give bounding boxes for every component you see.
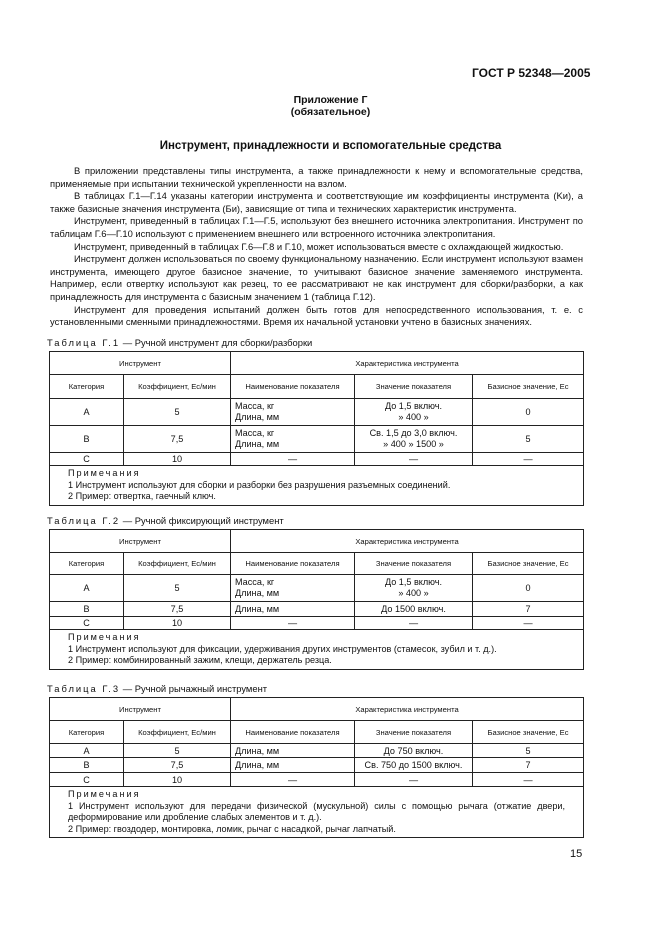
paragraph: Инструмент для проведения испытаний должен быть готов для непосредственного использования, т. е. с установленными сменными принадлежностями. Время их начальной установки учтено в базисных значениях.: [50, 303, 583, 328]
header-characteristic: Характеристика инструмента: [231, 698, 584, 721]
table-caption: Таблица Г.3 — Ручной рычажный инструмент: [47, 683, 268, 694]
table-row: В 7,5 Масса, кг Длина, мм Св. 1,5 до 3,0 включ. » 400 » 1500 » 5: [50, 426, 584, 453]
table-row: С 10 — — —: [50, 617, 584, 630]
header-characteristic: Характеристика инструмента: [231, 352, 584, 375]
header-category: Категория: [50, 375, 124, 399]
paragraph: В приложении представлены типы инструмента, а также принадлежности к нему и вспомогательные средства, применяемые при испытании технической укрепленности на взлом.: [50, 165, 583, 189]
table-notes: Примечания 1 Инструмент используют для фиксации, удерживания других инструментов (стамесок, зубил и т. д.). 2 Пример: комбинированный зажим, клещи, держатель резца.: [50, 630, 584, 670]
table-row: С 10 — — —: [50, 453, 584, 466]
paragraph: Инструмент должен использоваться по своему функциональному назначению. Если инструмент используют взамен инструмента, имеющего другое базисное значение, то учитывают базисное значение заменяемого инструмента. Например, если отвертку используют как резец, то ее рассматривают не как инструмент для сборки/разборки, а как принадлежность для инструмента с базисным значением 1 (таблица Г.12).: [50, 253, 583, 302]
document-code: ГОСТ Р 52348—2005: [472, 66, 591, 80]
header-param-name: Наименование показателя: [231, 375, 355, 399]
header-param-name: Наименование показателя: [231, 721, 355, 744]
header-instrument: Инструмент: [50, 352, 231, 375]
section-title: Инструмент, принадлежности и вспомогательные средства: [159, 140, 502, 152]
paragraph: Инструмент, приведенный в таблицах Г.1—Г.5, используют без внешнего источника электропитания. Инструмент по таблицам Г.6—Г.10 используют с применением внешнего или встроенного источника электропитания.: [50, 215, 583, 239]
table-row: В 7,5 Длина, мм Св. 750 до 1500 включ. 7: [50, 758, 584, 773]
table-caption: Таблица Г.2 — Ручной фиксирующий инструмент: [47, 515, 284, 526]
table-row: А 5 Масса, кг Длина, мм До 1,5 включ. » 400 » 0: [50, 399, 584, 426]
page-number: 15: [570, 848, 583, 860]
paragraph: В таблицах Г.1—Г.14 указаны категории инструмента и соответствующие им коэффициенты инструмента (Kи), а также базисные значения инструмента (Би), зависящие от типа и технических характеристик инструмента.: [50, 190, 583, 214]
header-param-name: Наименование показателя: [231, 553, 355, 575]
header-characteristic: Характеристика инструмента: [231, 530, 584, 553]
header-base-value: Базисное значение, Ec: [473, 553, 584, 575]
appendix-title: Приложение Г: [293, 94, 368, 106]
header-coefficient: Коэффициент, Ec/мин: [124, 553, 231, 575]
header-param-value: Значение показателя: [355, 375, 473, 399]
table-row: А 5 Длина, мм До 750 включ. 5: [50, 744, 584, 758]
table-row: С 10 — — —: [50, 773, 584, 787]
header-category: Категория: [50, 553, 124, 575]
header-param-value: Значение показателя: [355, 553, 473, 575]
header-coefficient: Коэффициент, Ec/мин: [124, 375, 231, 399]
table-g3: [49, 697, 584, 838]
header-base-value: Базисное значение, Ec: [473, 375, 584, 399]
header-base-value: Базисное значение, Ec: [473, 721, 584, 744]
intro-text: [50, 165, 583, 329]
table-row: В 7,5 Длина, мм До 1500 включ. 7: [50, 602, 584, 617]
paragraph: Инструмент, приведенный в таблицах Г.6—Г.8 и Г.10, может использоваться вместе с охлаждающей жидкостью.: [74, 240, 564, 252]
table-caption: Таблица Г.1 — Ручной инструмент для сборки/разборки: [47, 337, 313, 348]
header-instrument: Инструмент: [50, 698, 231, 721]
table-notes: Примечания 1 Инструмент используют для сборки и разборки без разрушения разъемных соединений. 2 Пример: отвертка, гаечный ключ.: [50, 466, 584, 506]
table-g2: [49, 529, 584, 670]
table-g1: [49, 351, 584, 506]
header-param-value: Значение показателя: [355, 721, 473, 744]
header-coefficient: Коэффициент, Ec/мин: [124, 721, 231, 744]
appendix-subtitle: (обязательное): [290, 106, 371, 118]
table-notes: Примечания 1 Инструмент используют для передачи физической (мускульной) силы с помощью рычага (отжатие двери, деформирование или дробление слабых элементов и т. д.). 2 Пример: гвоздодер, монтировка, ломик, рычаг с насадкой, рычаг лапчатый.: [50, 787, 584, 838]
header-instrument: Инструмент: [50, 530, 231, 553]
table-row: А 5 Масса, кг Длина, мм До 1,5 включ. » 400 » 0: [50, 575, 584, 602]
header-category: Категория: [50, 721, 124, 744]
